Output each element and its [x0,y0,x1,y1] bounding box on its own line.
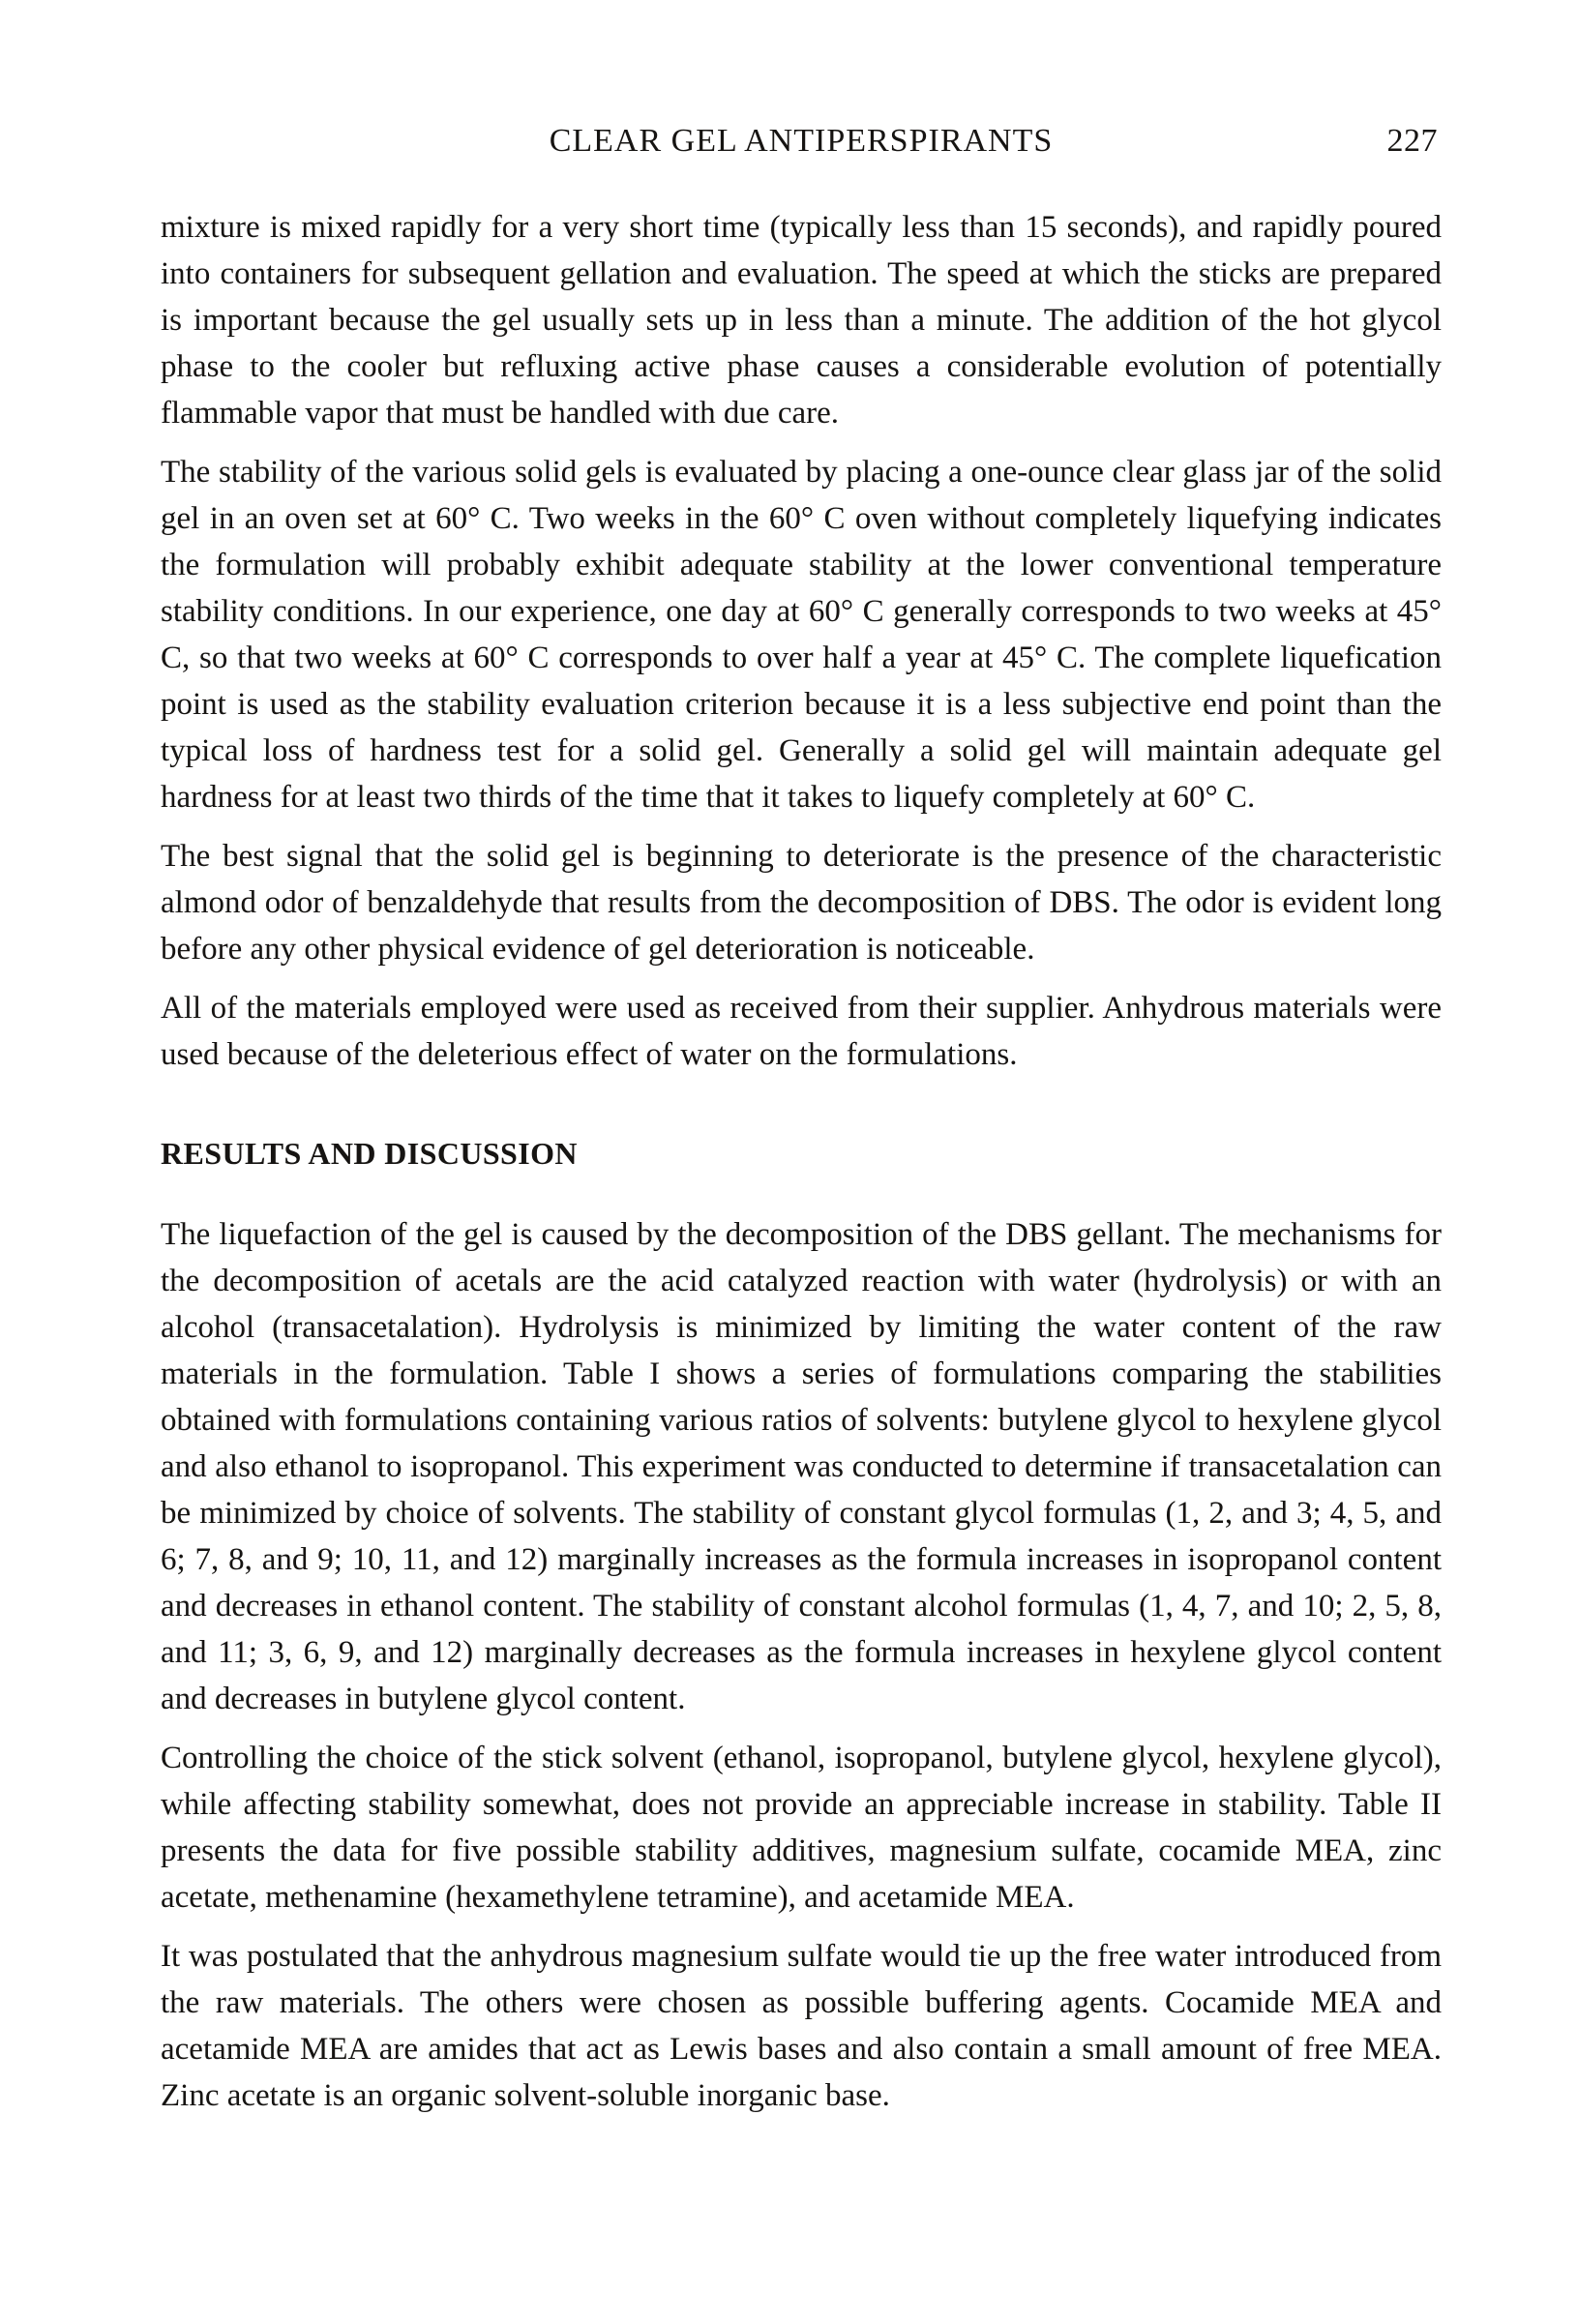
page-number: 227 [1386,123,1438,159]
paragraph-materials: All of the materials employed were used as received from their supplier. Anhydrous materials were used because of the deleterious effect of water on the formulations. [161,991,1442,1072]
paragraph-additives-rationale: It was postulated that the anhydrous magnesium sulfate would tie up the free water introduced from the raw materials. The others were chosen as possible buffering agents. Cocamide MEA and acetamide MEA are amides that act as Lewis bases and also contain a small amount of free MEA. Zinc acetate is an organic solvent-soluble inorganic base. [161,1939,1442,2113]
paragraph-mixing: mixture is mixed rapidly for a very short time (typically less than 15 seconds), and rapidly poured into containers for subsequent gellation and evaluation. The speed at which the sticks are prepared is important because the gel usually sets up in less than a minute. The addition of the hot glycol phase to the cooler but refluxing active phase causes a considerable evolution of potentially flammable vapor that must be handled with due care. [161,210,1442,431]
running-header [161,122,1442,161]
section-heading-results-and-discussion: RESULTS AND DISCUSSION [161,1136,578,1171]
document-body [161,204,1442,2119]
paragraph-liquefaction-mechanism: The liquefaction of the gel is caused by the decomposition of the DBS gellant. The mechanisms for the decomposition of acetals are the acid catalyzed reaction with water (hydrolysis) or with an alcohol (transacetalation). Hydrolysis is minimized by limiting the water content of the raw materials in the formulation. Table I shows a series of formulations comparing the stabilities obtained with formulations containing various ratios of solvents: butylene glycol to hexylene glycol and also ethanol to isopropanol. This experiment was conducted to determine if transacetalation can be minimized by choice of solvents. The stability of constant glycol formulas (1, 2, and 3; 4, 5, and 6; 7, 8, and 9; 10, 11, and 12) marginally increases as the formula increases in isopropanol content and decreases in ethanol content. The stability of constant alcohol formulas (1, 4, 7, and 10; 2, 5, 8, and 11; 3, 6, 9, and 12) marginally decreases as the formula increases in hexylene glycol content and decreases in butylene glycol content. [161,1217,1442,1716]
paragraph-deterioration-signal: The best signal that the solid gel is beginning to deteriorate is the presence of the characteristic almond odor of benzaldehyde that results from the decomposition of DBS. The odor is evident long before any other physical evidence of gel deterioration is noticeable. [161,839,1442,967]
paragraph-stability-evaluation: The stability of the various solid gels is evaluated by placing a one-ounce clear glass jar of the solid gel in an oven set at 60° C. Two weeks in the 60° C oven without completely liquefying indicates the formulation will probably exhibit adequate stability at the lower conventional temperature stability conditions. In our experience, one day at 60° C generally corresponds to two weeks at 45° C, so that two weeks at 60° C corresponds to over half a year at 45° C. The complete liquefication point is used as the stability evaluation criterion because it is a less subjective end point than the typical loss of hardness test for a solid gel. Generally a solid gel will maintain adequate gel hardness for at least two thirds of the time that it takes to liquefy completely at 60° C. [161,455,1442,815]
paragraph-solvent-choice: Controlling the choice of the stick solvent (ethanol, isopropanol, butylene glycol, hexylene glycol), while affecting stability somewhat, does not provide an appreciable increase in stability. Table II presents the data for five possible stability additives, magnesium sulfate, cocamide MEA, zinc acetate, methenamine (hexamethylene tetramine), and acetamide MEA. [161,1741,1442,1915]
running-title: CLEAR GEL ANTIPERSPIRANTS [549,123,1054,159]
